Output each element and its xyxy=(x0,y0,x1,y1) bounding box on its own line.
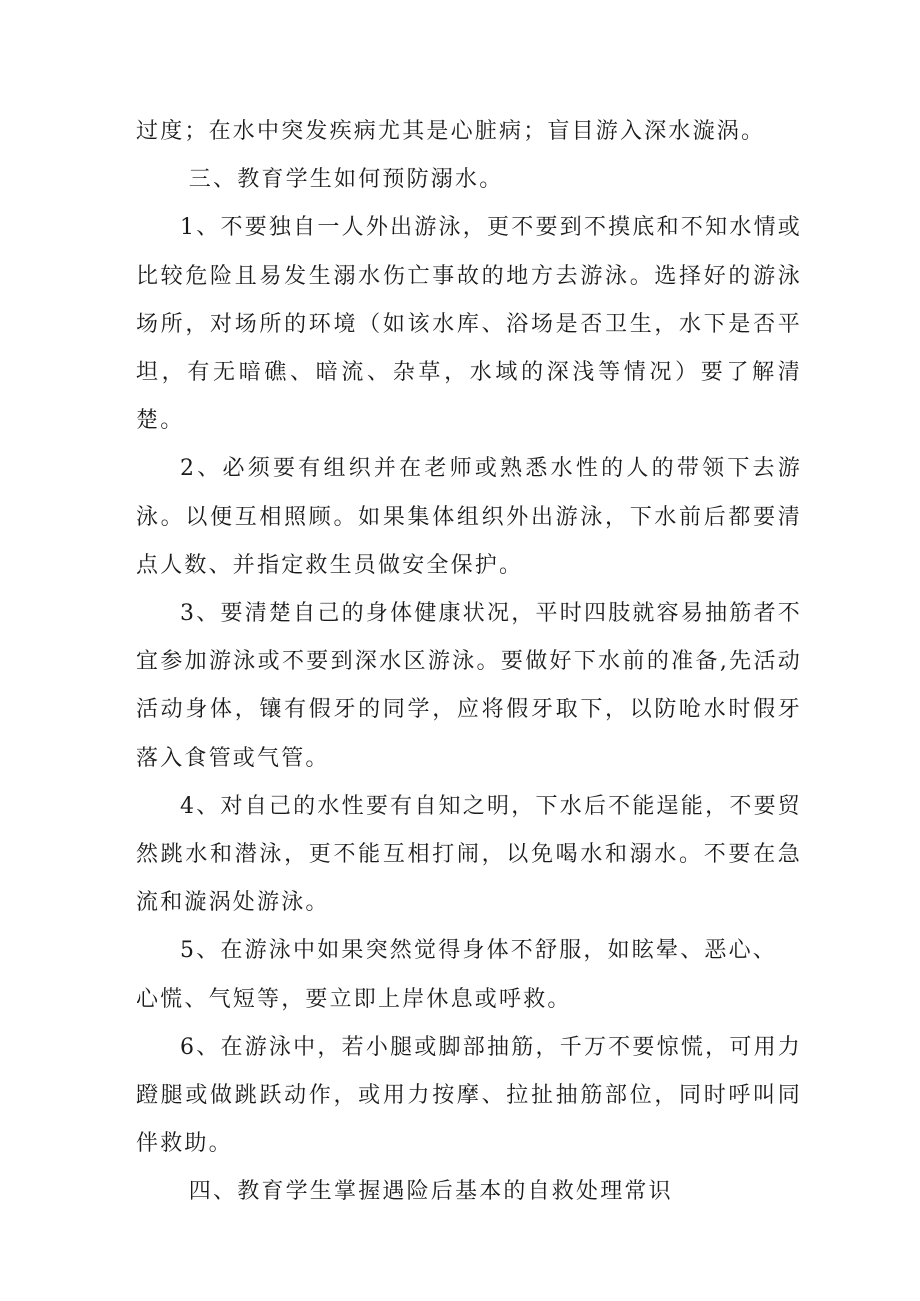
paragraph-continuation: 过度；在水中突发疾病尤其是心脏病；盲目游入深水漩涡。 xyxy=(136,119,766,144)
section-heading-four: 四、教育学生掌握遇险后基本的自救处理常识 xyxy=(188,1179,673,1205)
paragraph-item-3: 3、要清楚自己的身体健康状况，平时四肢就容易抽筋者不宜参加游泳或不要到深水区游泳。要做好下水前的准备,先活动活动身体，镶有假牙的同学，应将假牙取下，以防呛水时假牙落入食管或气管。 xyxy=(136,601,802,771)
paragraph-item-2: 2、必须要有组织并在老师或熟悉水性的人的带领下去游泳。以便互相照顾。如果集体组织外出游泳，下水前后都要清点人数、并指定救生员做安全保护。 xyxy=(136,456,802,578)
paragraph-item-5-continuation: 心慌、气短等，要立即上岸休息或呼救。 xyxy=(136,986,572,1012)
paragraph-item-6: 6、在游泳中，若小腿或脚部抽筋，千万不要惊慌，可用力蹬腿或做跳跃动作，或用力按摩、拉扯抽筋部位，同时呼叫同伴救助。 xyxy=(136,1034,802,1157)
section-heading-three: 三、教育学生如何预防溺水。 xyxy=(188,167,504,193)
document-body xyxy=(136,108,802,1217)
paragraph-item-4: 4、对自己的水性要有自知之明，下水后不能逞能，不要贸然跳水和潜泳，更不能互相打闹，以免喝水和溺水。不要在急流和漩涡处游泳。 xyxy=(136,793,802,916)
paragraph-item-5: 5、在游泳中如果突然觉得身体不舒服，如眩晕、恶心、 xyxy=(180,938,777,964)
paragraph-item-1: 1、不要独自一人外出游泳，更不要到不摸底和不知水情或比较危险且易发生溺水伤亡事故的地方去游泳。选择好的游泳场所，对场所的环境（如该水库、浴场是否卫生，水下是否平坦，有无暗礁、暗流、杂草，水域的深浅等情况）要了解清楚。 xyxy=(136,215,802,434)
